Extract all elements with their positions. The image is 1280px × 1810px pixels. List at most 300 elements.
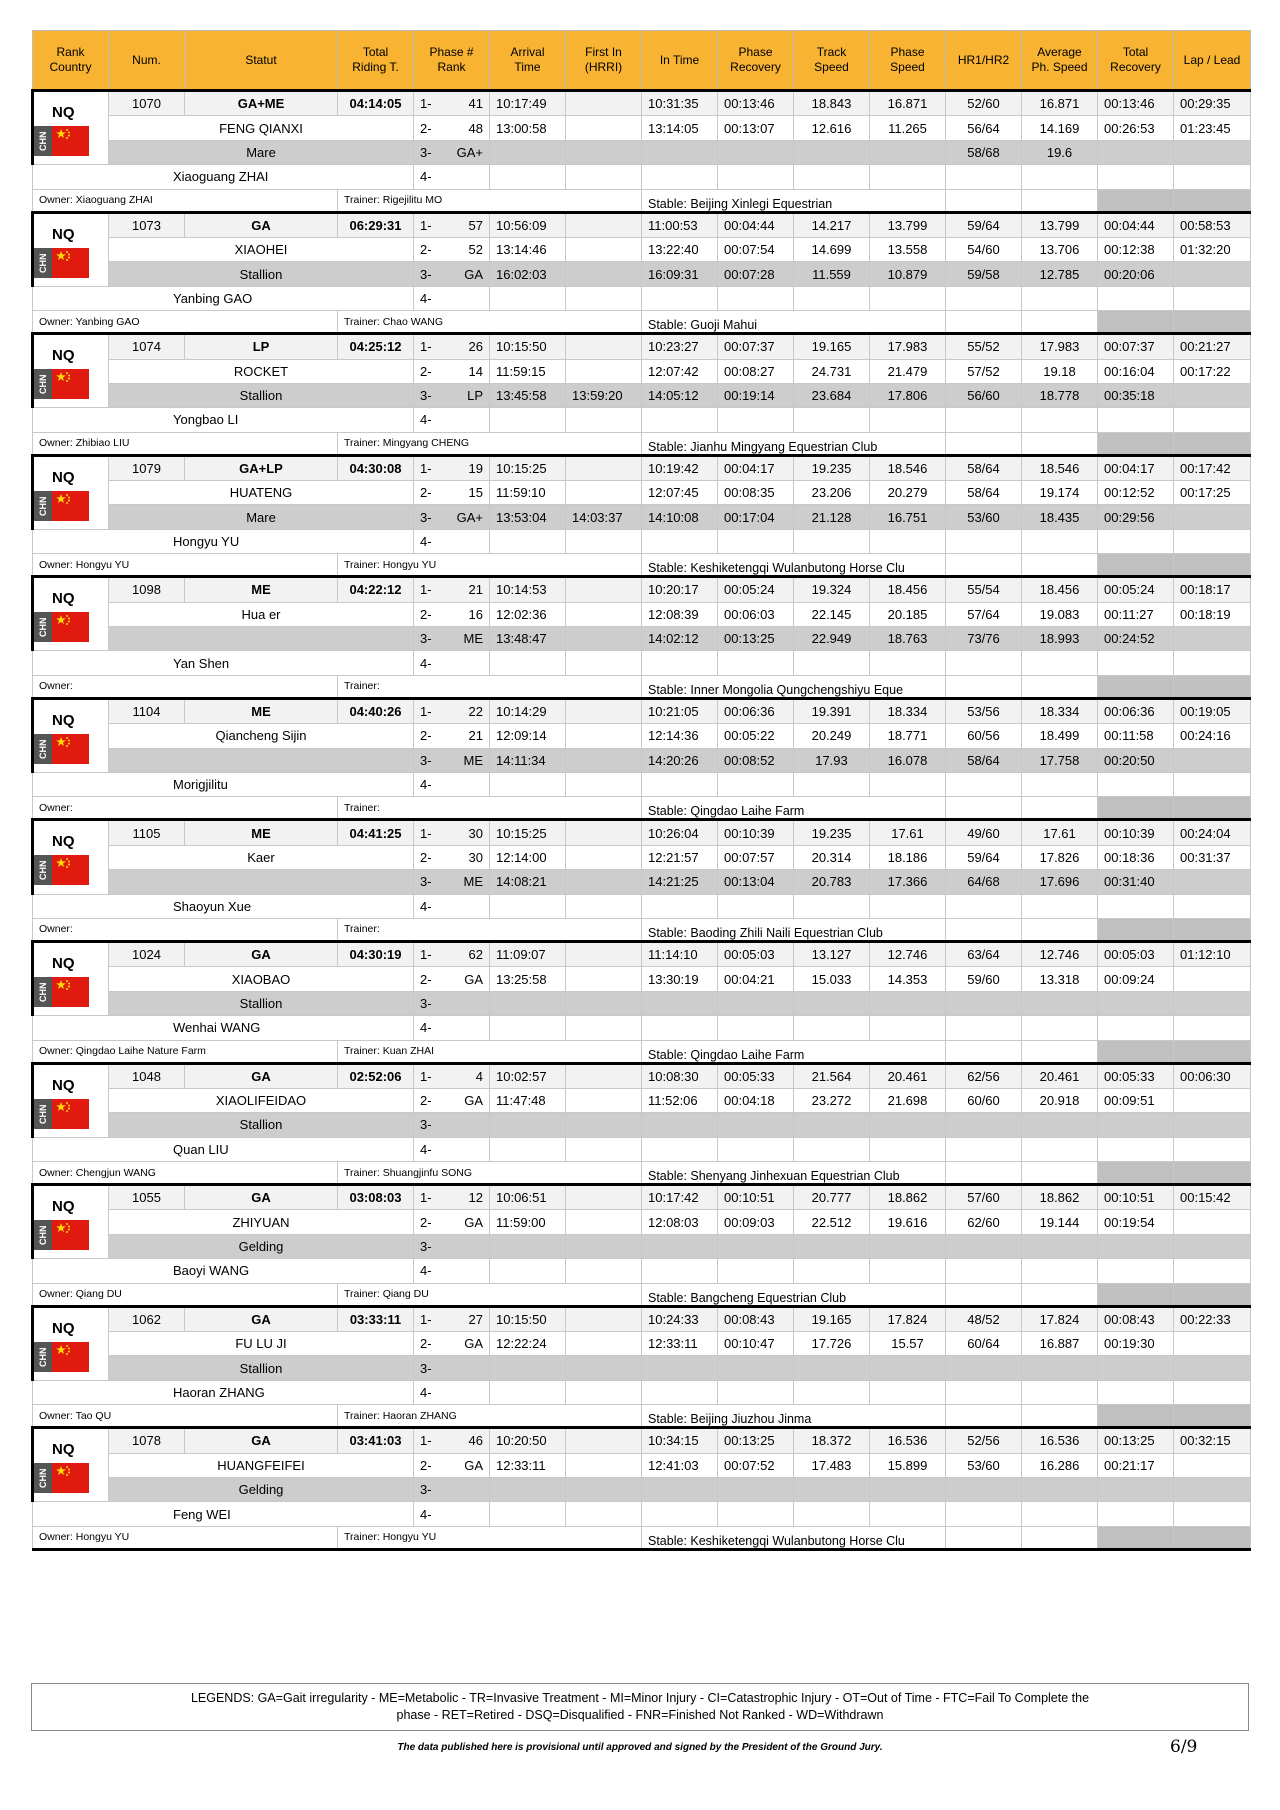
country-code: CHN <box>34 977 52 1007</box>
rank-label: NQ <box>52 954 75 972</box>
blank-cell <box>946 797 1022 820</box>
track-speed <box>794 286 870 310</box>
blank-cell <box>1022 1040 1098 1063</box>
horse-entry <box>33 1306 1251 1428</box>
first-in-time <box>566 262 642 286</box>
total-recovery <box>1098 408 1174 432</box>
phase-rank-value: 52 <box>468 242 483 258</box>
rank-country-badge <box>33 91 109 165</box>
blank-cell <box>946 1040 1022 1063</box>
phase-number: 3- <box>420 266 432 282</box>
phase-recovery: 00:10:51 <box>718 1185 794 1210</box>
blank-cell <box>1098 675 1174 698</box>
phase-number: 2- <box>420 485 432 501</box>
rank-country-badge <box>33 212 109 286</box>
phase-rank-value: 21 <box>468 728 483 744</box>
track-speed: 19.165 <box>794 1306 870 1331</box>
phase-number: 4- <box>420 777 432 793</box>
first-in-time <box>566 165 642 189</box>
phase-rank-value: 16 <box>468 606 483 622</box>
blank-cell <box>1098 797 1174 820</box>
blank-cell <box>946 918 1022 941</box>
first-in-time <box>566 1380 642 1404</box>
phase-rank-value: 46 <box>468 1433 483 1449</box>
phase-rank <box>414 408 490 432</box>
blank-cell <box>1174 797 1251 820</box>
rank-country-badge <box>33 1063 109 1137</box>
phase-number: 3- <box>420 1239 432 1255</box>
owner: Owner: Qiang DU <box>33 1283 338 1306</box>
in-time: 12:07:42 <box>642 359 718 383</box>
phase-recovery: 00:13:25 <box>718 1428 794 1453</box>
china-flag-icon <box>52 491 89 521</box>
phase-rank <box>414 1380 490 1404</box>
in-time: 13:14:05 <box>642 116 718 140</box>
blank-cell <box>946 189 1022 212</box>
phase-rank-value: GA <box>464 1336 483 1352</box>
total-recovery: 00:05:03 <box>1098 941 1174 966</box>
badge <box>34 214 107 282</box>
horse-entry <box>33 334 1251 456</box>
track-speed: 21.564 <box>794 1063 870 1088</box>
phase-recovery: 00:07:52 <box>718 1453 794 1477</box>
horse-gender: Stallion <box>109 1113 414 1137</box>
heart-rate: 58/64 <box>946 748 1022 772</box>
phase-speed <box>870 1113 946 1137</box>
entry-status: GA <box>185 941 338 966</box>
track-speed <box>794 991 870 1015</box>
entry-status: GA <box>185 1185 338 1210</box>
track-speed: 23.684 <box>794 383 870 407</box>
arrival-time: 12:09:14 <box>490 724 566 748</box>
total-recovery <box>1098 1502 1174 1526</box>
phase-row <box>33 870 1251 894</box>
first-in-time <box>566 941 642 966</box>
in-time <box>642 772 718 796</box>
phase-rank <box>414 1306 490 1331</box>
track-speed <box>794 1380 870 1404</box>
lap-lead <box>1174 772 1251 796</box>
total-recovery: 00:13:46 <box>1098 91 1174 116</box>
arrival-time <box>490 286 566 310</box>
heart-rate: 56/60 <box>946 383 1022 407</box>
column-header: Lap / Lead <box>1174 31 1251 91</box>
rank-label: NQ <box>52 1441 75 1459</box>
phase-rank-value: GA+ <box>456 509 483 525</box>
entry-number: 1024 <box>109 941 185 966</box>
heart-rate <box>946 1113 1022 1137</box>
lap-lead: 00:22:33 <box>1174 1306 1251 1331</box>
lap-lead: 00:21:27 <box>1174 334 1251 359</box>
rider-name: Wenhai WANG <box>33 1016 414 1040</box>
phase-recovery: 00:13:07 <box>718 116 794 140</box>
owner-row <box>33 311 1251 334</box>
phase-rank-wrap <box>420 121 483 136</box>
phase-rank-wrap <box>420 631 483 646</box>
arrival-time: 11:59:00 <box>490 1210 566 1234</box>
horse-gender: Stallion <box>109 383 414 407</box>
first-in-time <box>566 1356 642 1380</box>
owner-row <box>33 1405 1251 1428</box>
stable: Stable: Shenyang Jinhexuan Equestrian Club <box>642 1162 946 1185</box>
phase-speed: 21.698 <box>870 1088 946 1112</box>
phase-rank <box>414 455 490 480</box>
phase-speed: 17.366 <box>870 870 946 894</box>
phase-rank-wrap <box>420 582 483 597</box>
phase-rank-value: ME <box>463 874 483 890</box>
blank-cell <box>1174 918 1251 941</box>
lap-lead <box>1174 1477 1251 1501</box>
lap-lead <box>1174 1137 1251 1161</box>
phase-row <box>33 967 1251 991</box>
phase-speed: 17.806 <box>870 383 946 407</box>
track-speed: 11.559 <box>794 262 870 286</box>
phase-recovery: 00:08:35 <box>718 481 794 505</box>
owner-row <box>33 189 1251 212</box>
phase-speed: 16.078 <box>870 748 946 772</box>
owner-row <box>33 432 1251 455</box>
phase-rank-wrap <box>420 656 483 671</box>
phase-recovery <box>718 894 794 918</box>
phase-speed <box>870 408 946 432</box>
lap-lead <box>1174 262 1251 286</box>
horse-entry <box>33 455 1251 577</box>
phase-rank-wrap <box>420 1458 483 1473</box>
owner: Owner: <box>33 797 338 820</box>
arrival-time: 14:08:21 <box>490 870 566 894</box>
phase-number: 1- <box>420 96 432 112</box>
heart-rate: 58/68 <box>946 140 1022 164</box>
rank-country-badge <box>33 941 109 1015</box>
legend-box <box>31 1683 1249 1731</box>
phase-rank-wrap <box>420 996 483 1011</box>
arrival-time: 13:00:58 <box>490 116 566 140</box>
rank-country-badge <box>33 1185 109 1259</box>
blank-cell <box>1174 1162 1251 1185</box>
rider-name: Haoran ZHANG <box>33 1380 414 1404</box>
rank-country-badge <box>33 698 109 772</box>
total-riding-time: 03:08:03 <box>338 1185 414 1210</box>
total-recovery <box>1098 772 1174 796</box>
phase-rank-value: GA <box>464 971 483 987</box>
phase-number: 2- <box>420 1336 432 1352</box>
phase-rank-wrap <box>420 169 483 184</box>
phase-rank <box>414 286 490 310</box>
track-speed: 23.206 <box>794 481 870 505</box>
in-time: 13:22:40 <box>642 237 718 261</box>
phase-rank <box>414 941 490 966</box>
column-header: Phase Speed <box>870 31 946 91</box>
column-header: Track Speed <box>794 31 870 91</box>
first-in-time <box>566 1185 642 1210</box>
first-in-time <box>566 334 642 359</box>
horse-gender <box>109 870 414 894</box>
arrival-time: 12:33:11 <box>490 1453 566 1477</box>
track-speed: 20.783 <box>794 870 870 894</box>
total-riding-time: 04:30:08 <box>338 455 414 480</box>
phase-recovery: 00:04:18 <box>718 1088 794 1112</box>
column-header: Average Ph. Speed <box>1022 31 1098 91</box>
phase-rank <box>414 894 490 918</box>
phase-rank-value: 15 <box>468 485 483 501</box>
first-in-time <box>566 1453 642 1477</box>
arrival-time: 13:14:46 <box>490 237 566 261</box>
arrival-time: 12:22:24 <box>490 1332 566 1356</box>
phase-rank-wrap <box>420 1385 483 1400</box>
average-speed <box>1022 1356 1098 1380</box>
total-recovery: 00:24:52 <box>1098 627 1174 651</box>
phase-row <box>33 383 1251 407</box>
arrival-time: 13:48:47 <box>490 627 566 651</box>
average-speed: 19.174 <box>1022 481 1098 505</box>
phase-row <box>33 698 1251 723</box>
phase-recovery: 00:10:47 <box>718 1332 794 1356</box>
total-recovery: 00:19:30 <box>1098 1332 1174 1356</box>
in-time: 12:07:45 <box>642 481 718 505</box>
china-flag-icon <box>52 1342 89 1372</box>
phase-rank-wrap <box>420 777 483 792</box>
column-header: First In (HRRI) <box>566 31 642 91</box>
lap-lead <box>1174 408 1251 432</box>
phase-rank-value: ME <box>463 631 483 647</box>
entry-number: 1070 <box>109 91 185 116</box>
heart-rate <box>946 286 1022 310</box>
phase-number: 2- <box>420 606 432 622</box>
owner-row <box>33 554 1251 577</box>
phase-row <box>33 91 1251 116</box>
track-speed <box>794 651 870 675</box>
country-code: CHN <box>34 126 52 156</box>
phase-rank <box>414 1210 490 1234</box>
phase-speed: 18.763 <box>870 627 946 651</box>
total-riding-time: 06:29:31 <box>338 212 414 237</box>
table-header <box>33 31 1251 91</box>
trainer: Trainer: Qiang DU <box>338 1283 642 1306</box>
phase-rank <box>414 627 490 651</box>
rank-label: NQ <box>52 590 75 608</box>
in-time: 13:30:19 <box>642 967 718 991</box>
horse-gender: Gelding <box>109 1477 414 1501</box>
phase-recovery: 00:05:22 <box>718 724 794 748</box>
horse-name: ROCKET <box>109 359 414 383</box>
phase-row <box>33 286 1251 310</box>
blank-cell <box>1022 918 1098 941</box>
average-speed <box>1022 1113 1098 1137</box>
arrival-time <box>490 165 566 189</box>
in-time <box>642 1016 718 1040</box>
in-time: 10:31:35 <box>642 91 718 116</box>
average-speed: 16.871 <box>1022 91 1098 116</box>
phase-speed: 15.899 <box>870 1453 946 1477</box>
owner: Owner: Yanbing GAO <box>33 311 338 334</box>
blank-cell <box>946 675 1022 698</box>
stable: Stable: Inner Mongolia Qungchengshiyu Eque <box>642 675 946 698</box>
entry-status: LP <box>185 334 338 359</box>
china-flag-icon <box>52 248 89 278</box>
blank-cell <box>1098 1162 1174 1185</box>
average-speed: 18.862 <box>1022 1185 1098 1210</box>
phase-recovery: 00:10:39 <box>718 820 794 845</box>
trainer: Trainer: Hongyu YU <box>338 1526 642 1549</box>
lap-lead: 00:19:05 <box>1174 698 1251 723</box>
china-flag-icon <box>52 369 89 399</box>
phase-speed: 15.57 <box>870 1332 946 1356</box>
phase-rank-wrap <box>420 1190 483 1205</box>
phase-recovery <box>718 408 794 432</box>
phase-rank <box>414 1234 490 1258</box>
phase-row <box>33 334 1251 359</box>
stable: Stable: Bangcheng Equestrian Club <box>642 1283 946 1306</box>
phase-recovery <box>718 1477 794 1501</box>
lap-lead <box>1174 1356 1251 1380</box>
phase-number: 3- <box>420 874 432 890</box>
phase-number: 1- <box>420 217 432 233</box>
track-speed: 14.217 <box>794 212 870 237</box>
entry-status: GA <box>185 1428 338 1453</box>
total-recovery <box>1098 1137 1174 1161</box>
phase-rank <box>414 383 490 407</box>
heart-rate: 56/64 <box>946 116 1022 140</box>
in-time: 14:10:08 <box>642 505 718 529</box>
china-flag-icon <box>52 1463 89 1493</box>
phase-rank <box>414 529 490 553</box>
arrival-time: 13:45:58 <box>490 383 566 407</box>
phase-recovery: 00:04:17 <box>718 455 794 480</box>
phase-rank-value: GA <box>464 266 483 282</box>
column-header: Phase Recovery <box>718 31 794 91</box>
rank-country-badge <box>33 334 109 408</box>
track-speed <box>794 1016 870 1040</box>
owner-row <box>33 1040 1251 1063</box>
phase-rank <box>414 772 490 796</box>
first-in-time <box>566 140 642 164</box>
lap-lead <box>1174 967 1251 991</box>
track-speed: 19.324 <box>794 577 870 602</box>
arrival-time: 10:17:49 <box>490 91 566 116</box>
phase-rank-wrap <box>420 1117 483 1132</box>
phase-rank-wrap <box>420 1507 483 1522</box>
stable: Stable: Keshiketengqi Wulanbutong Horse Clu <box>642 1526 946 1549</box>
rank-country-badge <box>33 1306 109 1380</box>
phase-row <box>33 627 1251 651</box>
blank-cell <box>1174 675 1251 698</box>
in-time: 12:08:03 <box>642 1210 718 1234</box>
average-speed: 18.435 <box>1022 505 1098 529</box>
arrival-time <box>490 408 566 432</box>
in-time: 12:08:39 <box>642 602 718 626</box>
total-recovery: 00:16:04 <box>1098 359 1174 383</box>
country-code: CHN <box>34 855 52 885</box>
first-in-time <box>566 1306 642 1331</box>
arrival-time: 10:15:50 <box>490 1306 566 1331</box>
heart-rate <box>946 529 1022 553</box>
phase-row <box>33 651 1251 675</box>
total-recovery <box>1098 529 1174 553</box>
phase-row <box>33 1259 1251 1283</box>
column-header: Total Riding T. <box>338 31 414 91</box>
average-speed: 17.696 <box>1022 870 1098 894</box>
phase-rank-value: 41 <box>468 96 483 112</box>
owner: Owner: Hongyu YU <box>33 1526 338 1549</box>
phase-recovery <box>718 1137 794 1161</box>
phase-speed: 18.456 <box>870 577 946 602</box>
phase-number: 2- <box>420 1457 432 1473</box>
owner-row <box>33 797 1251 820</box>
first-in-time <box>566 1063 642 1088</box>
total-recovery: 00:04:44 <box>1098 212 1174 237</box>
phase-rank <box>414 262 490 286</box>
blank-cell <box>1174 311 1251 334</box>
in-time <box>642 1234 718 1258</box>
arrival-time: 10:02:57 <box>490 1063 566 1088</box>
phase-recovery: 00:07:57 <box>718 845 794 869</box>
legend-line-1: LEGENDS: GA=Gait irregularity - ME=Metabolic - TR=Invasive Treatment - MI=Minor Injury - CI=Catastrophic Injury - OT=Out of Time - FTC=Fail To Complete the <box>190 1691 1090 1705</box>
average-speed: 13.318 <box>1022 967 1098 991</box>
owner-row <box>33 918 1251 941</box>
average-speed: 19.6 <box>1022 140 1098 164</box>
phase-speed: 18.771 <box>870 724 946 748</box>
phase-number: 2- <box>420 849 432 865</box>
total-recovery <box>1098 286 1174 310</box>
track-speed: 18.843 <box>794 91 870 116</box>
phase-number: 1- <box>420 1311 432 1327</box>
phase-rank <box>414 967 490 991</box>
total-recovery: 00:12:52 <box>1098 481 1174 505</box>
phase-row <box>33 212 1251 237</box>
in-time: 14:02:12 <box>642 627 718 651</box>
column-header: Phase # Rank <box>414 31 490 91</box>
first-in-time <box>566 577 642 602</box>
lap-lead <box>1174 1259 1251 1283</box>
track-speed <box>794 408 870 432</box>
phase-rank-wrap <box>420 1239 483 1254</box>
horse-name: Qiancheng Sijin <box>109 724 414 748</box>
in-time: 12:14:36 <box>642 724 718 748</box>
phase-recovery <box>718 140 794 164</box>
stable: Stable: Qingdao Laihe Farm <box>642 1040 946 1063</box>
heart-rate: 73/76 <box>946 627 1022 651</box>
rider-name: Yan Shen <box>33 651 414 675</box>
arrival-time <box>490 1234 566 1258</box>
lap-lead: 00:15:42 <box>1174 1185 1251 1210</box>
phase-rank <box>414 698 490 723</box>
phase-row <box>33 1113 1251 1137</box>
phase-number: 2- <box>420 363 432 379</box>
phase-row <box>33 1063 1251 1088</box>
first-in-time <box>566 698 642 723</box>
phase-speed: 16.871 <box>870 91 946 116</box>
first-in-time <box>566 359 642 383</box>
entry-number: 1073 <box>109 212 185 237</box>
track-speed: 14.699 <box>794 237 870 261</box>
phase-speed <box>870 165 946 189</box>
badge <box>34 457 107 525</box>
entry-number: 1062 <box>109 1306 185 1331</box>
rider-name: Yanbing GAO <box>33 286 414 310</box>
blank-cell <box>1098 554 1174 577</box>
in-time <box>642 140 718 164</box>
phase-number: 3- <box>420 1360 432 1376</box>
entry-status: GA <box>185 1063 338 1088</box>
rider-name: Quan LIU <box>33 1137 414 1161</box>
phase-speed <box>870 772 946 796</box>
trainer: Trainer: Kuan ZHAI <box>338 1040 642 1063</box>
badge <box>34 1429 107 1497</box>
total-recovery: 00:05:33 <box>1098 1063 1174 1088</box>
rank-label: NQ <box>52 833 75 851</box>
in-time <box>642 1113 718 1137</box>
lap-lead: 00:18:19 <box>1174 602 1251 626</box>
